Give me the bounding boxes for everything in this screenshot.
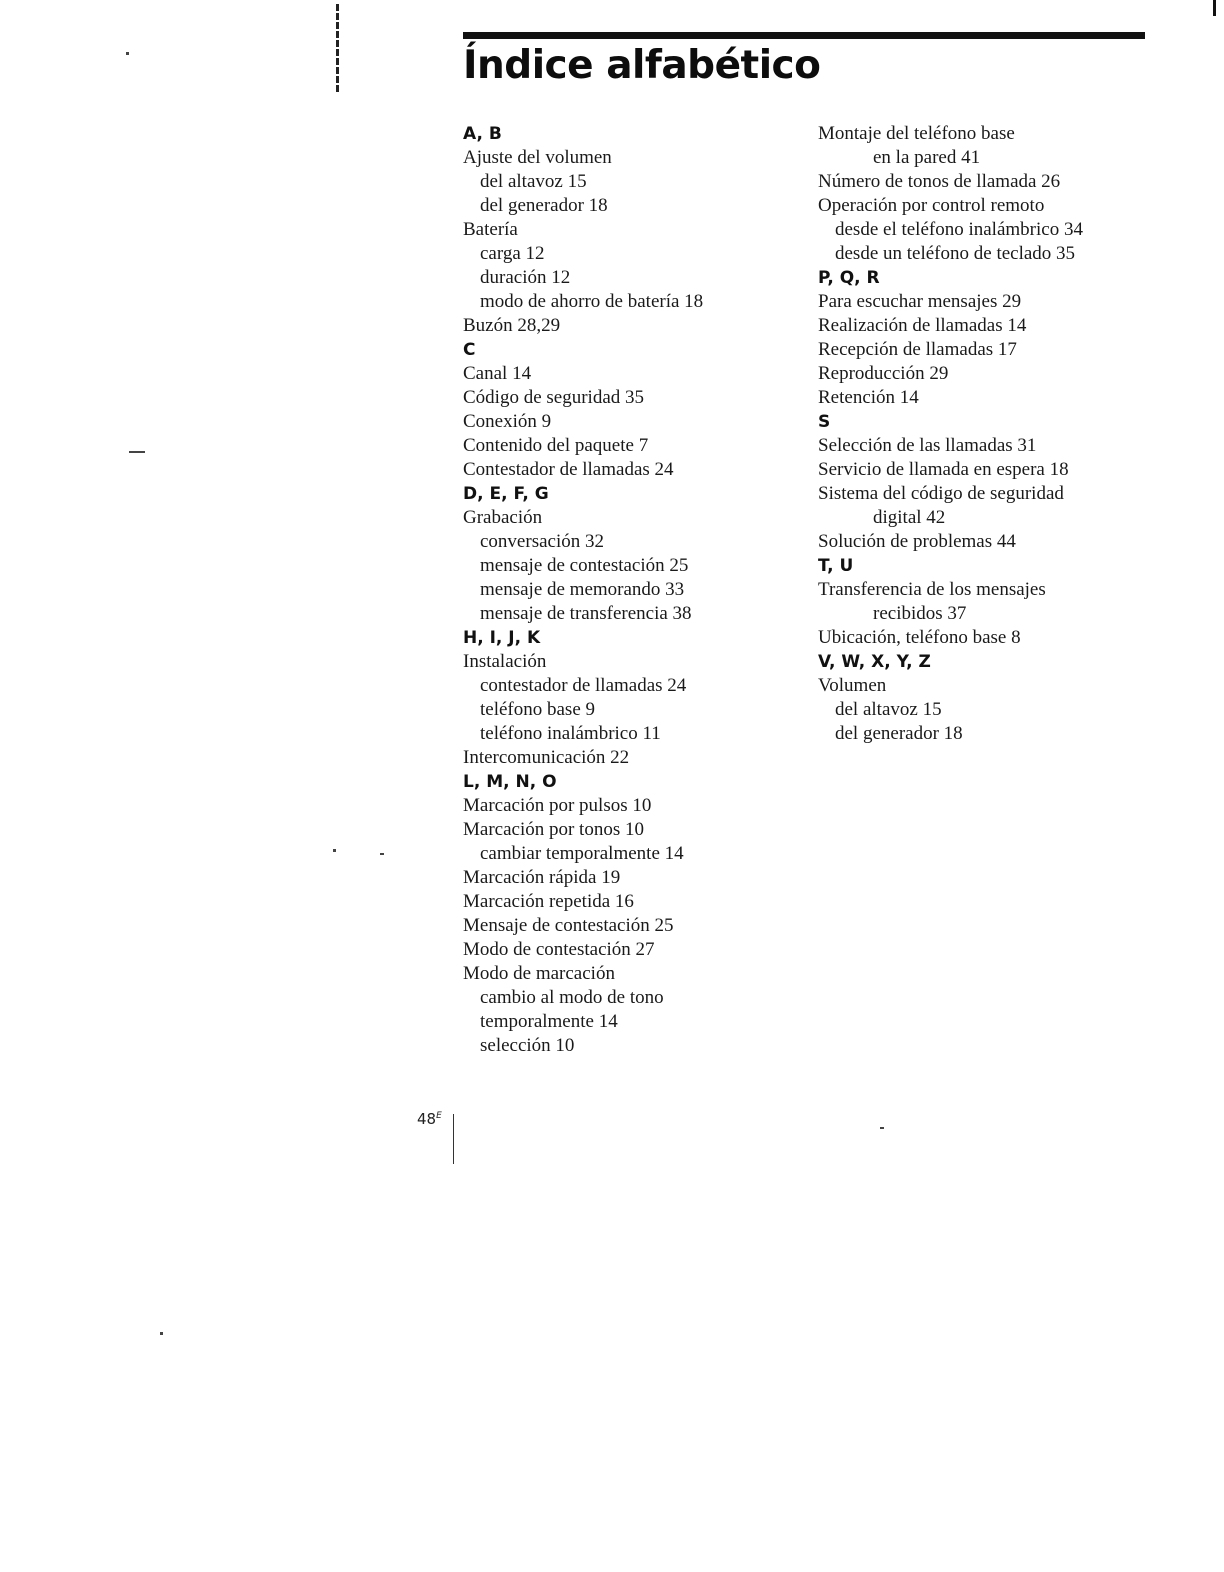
index-section — [463, 770, 793, 1058]
index-entry: Contestador de llamadas 24 — [463, 459, 674, 480]
index-entry: Mensaje de contestación 25 — [463, 915, 674, 936]
index-section — [463, 626, 793, 770]
index-entry: Marcación por pulsos 10 — [463, 795, 652, 816]
page-title: Índice alfabético — [463, 43, 821, 88]
index-subentry: del generador 18 — [835, 723, 963, 744]
index-subentry: conversación 32 — [480, 531, 604, 552]
index-entry: Ubicación, teléfono base 8 — [818, 627, 1021, 648]
index-entry: Montaje del teléfono base — [818, 123, 1015, 144]
index-section-heading: A, B — [463, 124, 502, 144]
index-entry: Canal 14 — [463, 363, 532, 384]
index-entry: Instalación — [463, 651, 547, 672]
index-subentry: del altavoz 15 — [480, 171, 587, 192]
index-section — [818, 122, 1138, 266]
scan-speck — [880, 1127, 884, 1129]
index-section — [818, 650, 1138, 746]
index-subentry: desde el teléfono inalámbrico 34 — [835, 219, 1083, 240]
index-entry: Recepción de llamadas 17 — [818, 339, 1017, 360]
scan-speck — [333, 849, 336, 852]
index-section-heading: T, U — [818, 556, 854, 576]
index-entry: Grabación — [463, 507, 543, 528]
index-subentry: mensaje de memorando 33 — [480, 579, 685, 600]
index-entry: Volumen — [818, 675, 887, 696]
index-subentry: digital 42 — [873, 507, 946, 528]
index-entry: Transferencia de los mensajes — [818, 579, 1046, 600]
index-section-heading: V, W, X, Y, Z — [818, 652, 931, 672]
index-entry: Solución de problemas 44 — [818, 531, 1016, 552]
title-rule — [463, 32, 1145, 39]
index-entry: Marcación por tonos 10 — [463, 819, 644, 840]
index-subentry: mensaje de contestación 25 — [480, 555, 689, 576]
index-section-heading: C — [463, 340, 476, 360]
index-section-heading: L, M, N, O — [463, 772, 557, 792]
edge-mark — [1213, 0, 1216, 16]
index-entry: Conexión 9 — [463, 411, 552, 432]
index-subentry: contestador de llamadas 24 — [480, 675, 687, 696]
index-entry: Reproducción 29 — [818, 363, 949, 384]
index-subentry: en la pared 41 — [873, 147, 981, 168]
index-entry: Marcación rápida 19 — [463, 867, 621, 888]
page-number-suffix: E — [436, 1111, 442, 1121]
index-section-heading: D, E, F, G — [463, 484, 549, 504]
index-subentry: temporalmente 14 — [480, 1011, 618, 1032]
index-subentry: del altavoz 15 — [835, 699, 942, 720]
index-entry: Operación por control remoto — [818, 195, 1045, 216]
index-subentry: mensaje de transferencia 38 — [480, 603, 692, 624]
index-entry: Sistema del código de seguridad — [818, 483, 1064, 504]
index-section — [463, 482, 793, 626]
index-section-heading: S — [818, 412, 831, 432]
index-entry: Retención 14 — [818, 387, 919, 408]
page-number-value: 48 — [417, 1110, 437, 1128]
index-entry: Marcación repetida 16 — [463, 891, 634, 912]
index-subentry: teléfono base 9 — [480, 699, 596, 720]
index-section — [818, 410, 1138, 554]
index-section — [463, 338, 793, 482]
index-column-right — [818, 122, 1138, 746]
index-column-left — [463, 122, 793, 1058]
index-subentry: cambio al modo de tono — [480, 987, 664, 1008]
index-subentry: duración 12 — [480, 267, 571, 288]
scan-speck — [126, 52, 129, 55]
index-subentry: cambiar temporalmente 14 — [480, 843, 684, 864]
index-section — [463, 122, 793, 338]
index-subentry: modo de ahorro de batería 18 — [480, 291, 704, 312]
scan-speck — [380, 853, 384, 855]
index-entry: Contenido del paquete 7 — [463, 435, 649, 456]
binding-mark — [336, 4, 339, 94]
index-subentry: del generador 18 — [480, 195, 608, 216]
index-subentry: desde un teléfono de teclado 35 — [835, 243, 1076, 264]
index-subentry: teléfono inalámbrico 11 — [480, 723, 661, 744]
index-subentry: selección 10 — [480, 1035, 575, 1056]
index-subentry: recibidos 37 — [873, 603, 967, 624]
index-entry: Para escuchar mensajes 29 — [818, 291, 1022, 312]
index-section — [818, 554, 1138, 650]
index-entry: Número de tonos de llamada 26 — [818, 171, 1061, 192]
folio-rule — [453, 1114, 454, 1164]
index-section — [818, 266, 1138, 410]
scan-speck — [160, 1332, 163, 1335]
index-entry: Código de seguridad 35 — [463, 387, 645, 408]
index-entry: Servicio de llamada en espera 18 — [818, 459, 1069, 480]
index-entry: Ajuste del volumen — [463, 147, 612, 168]
index-entry: Buzón 28,29 — [463, 315, 561, 336]
index-entry: Modo de contestación 27 — [463, 939, 655, 960]
index-entry: Selección de las llamadas 31 — [818, 435, 1037, 456]
index-section-heading: H, I, J, K — [463, 628, 541, 648]
scan-speck — [129, 451, 145, 453]
index-entry: Realización de llamadas 14 — [818, 315, 1027, 336]
index-entry: Modo de marcación — [463, 963, 615, 984]
index-subentry: carga 12 — [480, 243, 545, 264]
index-entry: Batería — [463, 219, 518, 240]
index-entry: Intercomunicación 22 — [463, 747, 630, 768]
page-number — [417, 1110, 442, 1128]
index-section-heading: P, Q, R — [818, 268, 880, 288]
